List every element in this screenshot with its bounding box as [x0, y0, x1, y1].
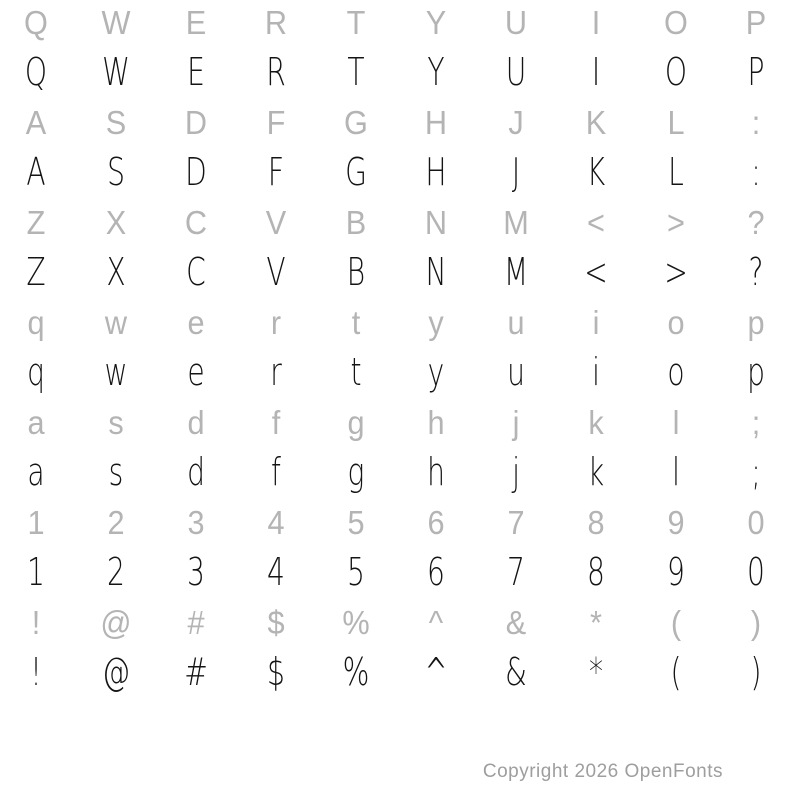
reference-glyph: # — [187, 603, 205, 641]
sample-glyph: K — [586, 150, 606, 194]
reference-glyph: q — [27, 303, 45, 341]
reference-glyph: w — [104, 303, 128, 341]
sample-glyph: u — [507, 350, 525, 394]
reference-glyph: o — [667, 303, 685, 341]
sample-glyph: D — [185, 150, 207, 194]
reference-glyph: e — [187, 303, 205, 341]
reference-glyph: J — [508, 103, 524, 141]
reference-glyph: Z — [26, 203, 46, 241]
reference-glyph: N — [424, 203, 448, 241]
sample-row — [0, 44, 796, 100]
sample-glyph: W — [102, 50, 130, 94]
sample-glyph: # — [184, 650, 208, 694]
glyph-pair-row — [0, 500, 796, 600]
reference-glyph: % — [342, 603, 370, 641]
sample-glyph: ) — [750, 650, 762, 694]
sample-glyph: Q — [24, 50, 48, 94]
sample-glyph: 2 — [107, 550, 125, 594]
reference-glyph: I — [591, 3, 601, 41]
reference-glyph: ) — [750, 603, 762, 641]
copyright-text: Copyright 2026 OpenFonts — [482, 761, 723, 782]
reference-glyph: y — [428, 303, 444, 341]
reference-glyph: U — [504, 3, 528, 41]
sample-glyph: 8 — [587, 550, 605, 594]
glyph-pair-row — [0, 400, 796, 500]
sample-glyph: j — [512, 450, 520, 494]
sample-glyph: F — [267, 150, 285, 194]
reference-glyph: i — [592, 303, 600, 341]
sample-glyph: : — [751, 150, 761, 194]
sample-glyph: % — [342, 650, 370, 694]
reference-glyph: 3 — [187, 503, 205, 541]
sample-glyph: 7 — [507, 550, 525, 594]
reference-glyph: 5 — [347, 503, 365, 541]
reference-glyph: H — [424, 103, 448, 141]
sample-glyph: J — [511, 150, 521, 194]
sample-glyph: E — [187, 50, 205, 94]
reference-glyph: j — [512, 403, 520, 441]
reference-glyph: ^ — [428, 603, 444, 641]
reference-row — [0, 0, 796, 44]
reference-row — [0, 400, 796, 444]
sample-row — [0, 444, 796, 500]
reference-glyph: G — [344, 103, 368, 141]
sample-glyph: M — [503, 250, 529, 294]
reference-glyph: : — [751, 103, 761, 141]
reference-glyph: Y — [425, 3, 447, 41]
reference-glyph: s — [108, 403, 124, 441]
reference-glyph: & — [505, 603, 527, 641]
sample-glyph: Z — [26, 250, 46, 294]
sample-glyph: a — [27, 450, 45, 494]
sample-glyph: G — [345, 150, 367, 194]
sample-glyph: w — [104, 350, 128, 394]
sample-row — [0, 544, 796, 600]
sample-glyph: O — [664, 50, 688, 94]
reference-glyph: h — [427, 403, 445, 441]
reference-glyph: l — [672, 403, 680, 441]
sample-glyph: 4 — [267, 550, 285, 594]
sample-glyph: 6 — [427, 550, 445, 594]
reference-glyph: ! — [31, 603, 41, 641]
reference-glyph: u — [507, 303, 525, 341]
reference-glyph: M — [503, 203, 529, 241]
reference-glyph: 2 — [107, 503, 125, 541]
sample-glyph: g — [347, 450, 365, 494]
reference-glyph: R — [264, 3, 288, 41]
reference-glyph: Q — [24, 3, 48, 41]
reference-glyph: L — [667, 103, 685, 141]
sample-glyph: t — [350, 350, 362, 394]
reference-glyph: T — [346, 3, 366, 41]
sample-glyph: A — [26, 150, 46, 194]
sample-glyph: H — [425, 150, 447, 194]
sample-glyph: T — [347, 50, 365, 94]
sample-row — [0, 244, 796, 300]
sample-glyph: Y — [427, 50, 445, 94]
sample-glyph: S — [107, 150, 125, 194]
glyph-pair-row — [0, 200, 796, 300]
sample-glyph: k — [587, 450, 605, 494]
reference-glyph: k — [588, 403, 604, 441]
sample-glyph: r — [270, 350, 282, 394]
sample-glyph: l — [672, 450, 680, 494]
sample-glyph: ( — [670, 650, 682, 694]
reference-glyph: t — [351, 303, 361, 341]
reference-glyph: p — [747, 303, 765, 341]
reference-glyph: < — [587, 203, 605, 241]
sample-glyph: U — [505, 50, 527, 94]
reference-glyph: 4 — [267, 503, 285, 541]
reference-glyph: W — [101, 3, 131, 41]
reference-glyph: D — [184, 103, 208, 141]
reference-glyph: > — [667, 203, 685, 241]
reference-glyph: 8 — [587, 503, 605, 541]
sample-glyph: o — [667, 350, 685, 394]
sample-glyph: p — [747, 350, 765, 394]
sample-glyph: > — [664, 250, 688, 294]
sample-glyph: L — [668, 150, 684, 194]
glyph-pair-row — [0, 600, 796, 700]
sample-glyph: e — [187, 350, 205, 394]
sample-glyph: 3 — [187, 550, 205, 594]
reference-glyph: @ — [100, 603, 132, 641]
reference-glyph: a — [27, 403, 45, 441]
reference-glyph: E — [185, 3, 207, 41]
sample-glyph: ; — [751, 450, 761, 494]
sample-glyph: h — [427, 450, 445, 494]
reference-glyph: ( — [670, 603, 682, 641]
sample-glyph: $ — [267, 650, 285, 694]
reference-glyph: 7 — [507, 503, 525, 541]
reference-row — [0, 100, 796, 144]
sample-glyph: X — [106, 250, 126, 294]
reference-glyph: ; — [751, 403, 761, 441]
sample-glyph: R — [266, 50, 286, 94]
reference-glyph: ? — [747, 203, 765, 241]
reference-row — [0, 300, 796, 344]
sample-row — [0, 344, 796, 400]
sample-glyph: q — [27, 350, 45, 394]
reference-glyph: S — [105, 103, 127, 141]
reference-glyph: B — [345, 203, 367, 241]
sample-row — [0, 644, 796, 700]
sample-glyph: N — [425, 250, 447, 294]
sample-glyph: C — [186, 250, 206, 294]
reference-glyph: F — [266, 103, 286, 141]
reference-glyph: f — [271, 403, 281, 441]
reference-glyph: A — [25, 103, 47, 141]
sample-glyph: 1 — [27, 550, 45, 594]
reference-glyph: P — [745, 3, 767, 41]
sample-glyph: P — [747, 50, 765, 94]
reference-glyph: r — [270, 303, 282, 341]
sample-glyph: i — [592, 350, 600, 394]
reference-glyph: d — [187, 403, 205, 441]
sample-row — [0, 144, 796, 200]
sample-glyph: ? — [748, 250, 764, 294]
sample-glyph: f — [271, 450, 281, 494]
sample-glyph: I — [591, 50, 601, 94]
glyph-pair-row — [0, 100, 796, 200]
sample-glyph: & — [505, 650, 527, 694]
reference-glyph: 0 — [747, 503, 765, 541]
sample-glyph: B — [346, 250, 366, 294]
sample-glyph: s — [108, 450, 124, 494]
reference-glyph: 9 — [667, 503, 685, 541]
reference-glyph: 1 — [27, 503, 45, 541]
sample-glyph: * — [588, 650, 604, 694]
glyph-pair-row — [0, 300, 796, 400]
reference-glyph: K — [585, 103, 607, 141]
reference-glyph: C — [184, 203, 208, 241]
reference-glyph: * — [590, 603, 602, 641]
sample-glyph: 5 — [347, 550, 365, 594]
reference-glyph: g — [347, 403, 365, 441]
sample-glyph: < — [584, 250, 608, 294]
sample-glyph: 0 — [747, 550, 765, 594]
sample-glyph: V — [266, 250, 286, 294]
sample-glyph: ! — [30, 650, 42, 694]
sample-glyph: @ — [101, 650, 131, 694]
reference-glyph: V — [265, 203, 287, 241]
reference-glyph: $ — [267, 603, 285, 641]
sample-glyph: 9 — [667, 550, 685, 594]
sample-glyph: ^ — [424, 650, 448, 694]
reference-glyph: O — [664, 3, 688, 41]
sample-glyph: y — [427, 350, 445, 394]
glyph-pair-row — [0, 0, 796, 100]
reference-glyph: 6 — [427, 503, 445, 541]
reference-glyph: X — [105, 203, 127, 241]
reference-row — [0, 200, 796, 244]
sample-glyph: d — [187, 450, 205, 494]
reference-row — [0, 600, 796, 644]
reference-row — [0, 500, 796, 544]
